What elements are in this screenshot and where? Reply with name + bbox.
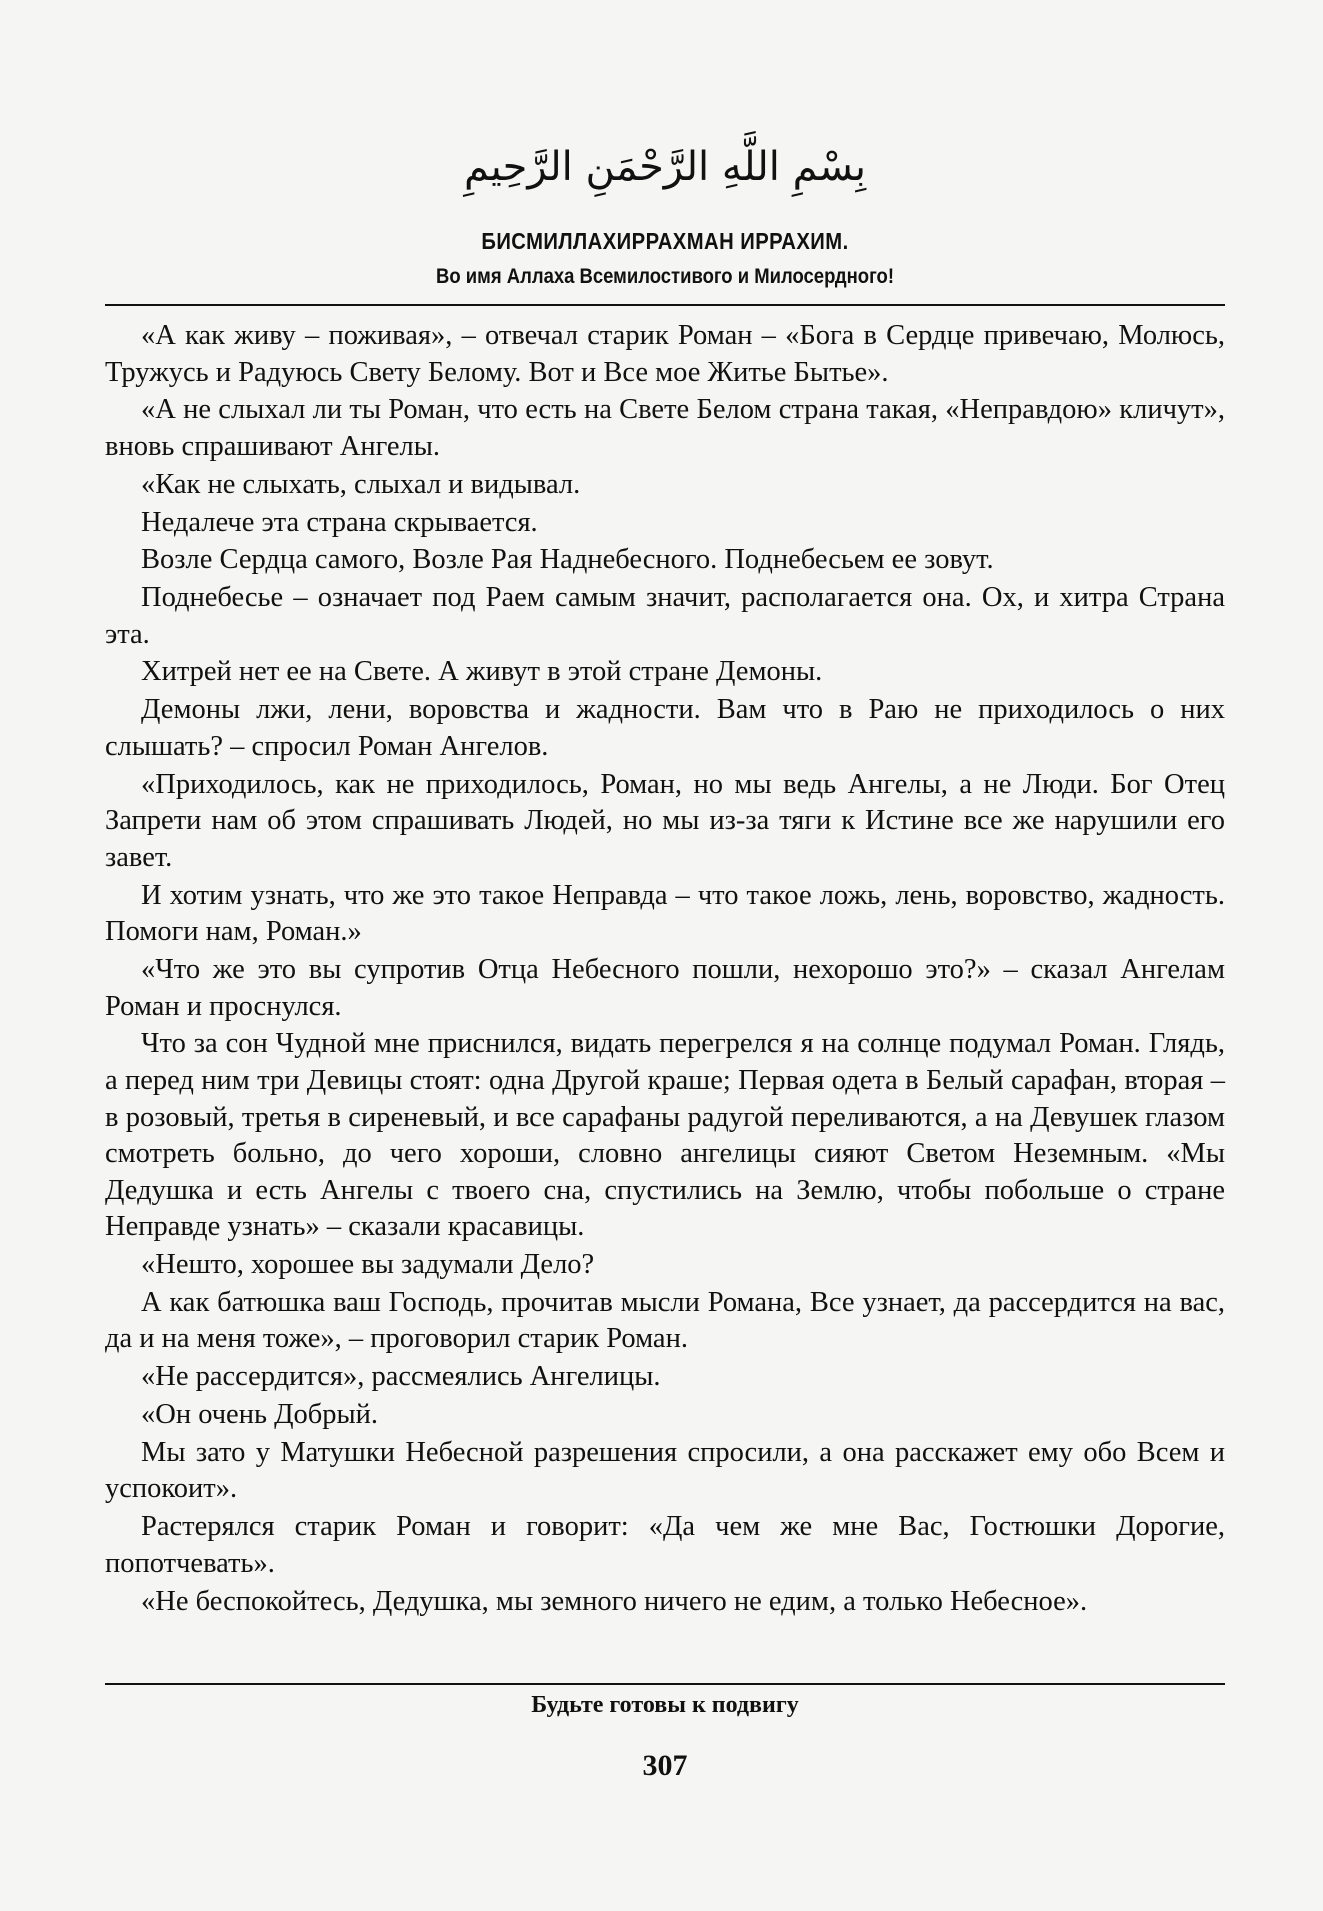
- paragraph: И хотим узнать, что же это такое Неправда – что такое ложь, лень, воровство, жадность. Помоги нам, Роман.»: [105, 879, 1225, 948]
- calligraphy-text: بِسْمِ اللَّهِ الرَّحْمَنِ الرَّحِيمِ: [463, 144, 867, 190]
- body-text: [105, 318, 1225, 1621]
- paragraph: «Не беспокойтесь, Дедушка, мы земного ничего не едим, а только Небесное».: [141, 1585, 1088, 1617]
- paragraph: Демоны лжи, лени, воровства и жадности. Вам что в Раю не приходилось о них слышать? – спросил Роман Ангелов.: [105, 694, 1225, 762]
- paragraph: «А как живу – поживая», – отвечал старик Роман – «Бога в Сердце привечаю, Молюсь, Тружусь и Радуюсь Свету Белому. Вот и Все мое Житье Бытье».: [105, 320, 1225, 388]
- header-divider: [105, 304, 1225, 306]
- page-header: [105, 118, 1225, 289]
- paragraph: Что за сон Чудной мне приснился, видать перегрелся я на солнце подумал Роман. Глядь, а перед ним три Девицы стоят: одна Другой краше; Первая одета в Белый сарафан, вторая – в розовый, третья в сиреневый, и все сарафаны радугой переливаются, а на Девушек глазом смотреть больно, до чего хороши, словно ангелицы сияют Светом Неземным. «Мы Дедушка и есть Ангелы с твоего сна, спустились на Землю, чтобы побольше о стране Неправде узнать» – сказали красавицы.: [105, 1028, 1225, 1243]
- paragraph: Мы зато у Матушки Небесной разрешения спросили, а она расскажет ему обо Всем и успокоит».: [105, 1436, 1225, 1505]
- paragraph: «Что же это вы супротив Отца Небесного пошли, нехорошо это?» – сказал Ангелам Роман и проснулся.: [105, 953, 1225, 1022]
- footer-divider: [105, 1683, 1225, 1685]
- bismillah-subtitle: Во имя Аллаха Всемилостивого и Милосердного!: [436, 265, 894, 288]
- paragraph: Хитрей нет ее на Свете. А живут в этой стране Демоны.: [141, 656, 823, 688]
- bismillah-title: БИСМИЛЛАХИРРАХМАН ИРРАХИМ.: [481, 228, 849, 254]
- bismillah-calligraphy: [463, 118, 867, 218]
- paragraph: «Не рассердится», рассмеялись Ангелицы.: [141, 1361, 661, 1393]
- running-footer-title: Будьте готовы к подвигу: [531, 1692, 799, 1718]
- paragraph: «Он очень Добрый.: [141, 1399, 379, 1431]
- paragraph: Недалече эта страна скрывается.: [141, 506, 538, 538]
- paragraph: «Как не слыхать, слыхал и видывал.: [141, 468, 581, 500]
- paragraph: Растерялся старик Роман и говорит: «Да чем же мне Вас, Гостюшки Дорогие, попотчевать».: [105, 1511, 1225, 1579]
- paragraph: Возле Сердца самого, Возле Рая Наднебесного. Поднебесьем ее зовут.: [141, 544, 994, 576]
- paragraph: «Приходилось, как не приходилось, Роман, но мы ведь Ангелы, а не Люди. Бог Отец Запрети нам об этом спрашивать Людей, но мы из-за тяги к Истине все же нарушили его завет.: [105, 768, 1225, 873]
- paragraph: «А не слыхал ли ты Роман, что есть на Свете Белом страна такая, «Неправдою» кличут», вновь спрашивают Ангелы.: [105, 394, 1225, 462]
- page-number: 307: [642, 1749, 688, 1782]
- paragraph: Поднебесье – означает под Раем самым значит, располагается она. Ох, и хитра Страна эта.: [105, 582, 1225, 650]
- paragraph: А как батюшка ваш Господь, прочитав мысли Романа, Все узнает, да рассердится на вас, да и на меня тоже», – проговорил старик Роман.: [105, 1286, 1225, 1355]
- paragraph: «Нешто, хорошее вы задумали Дело?: [141, 1249, 595, 1281]
